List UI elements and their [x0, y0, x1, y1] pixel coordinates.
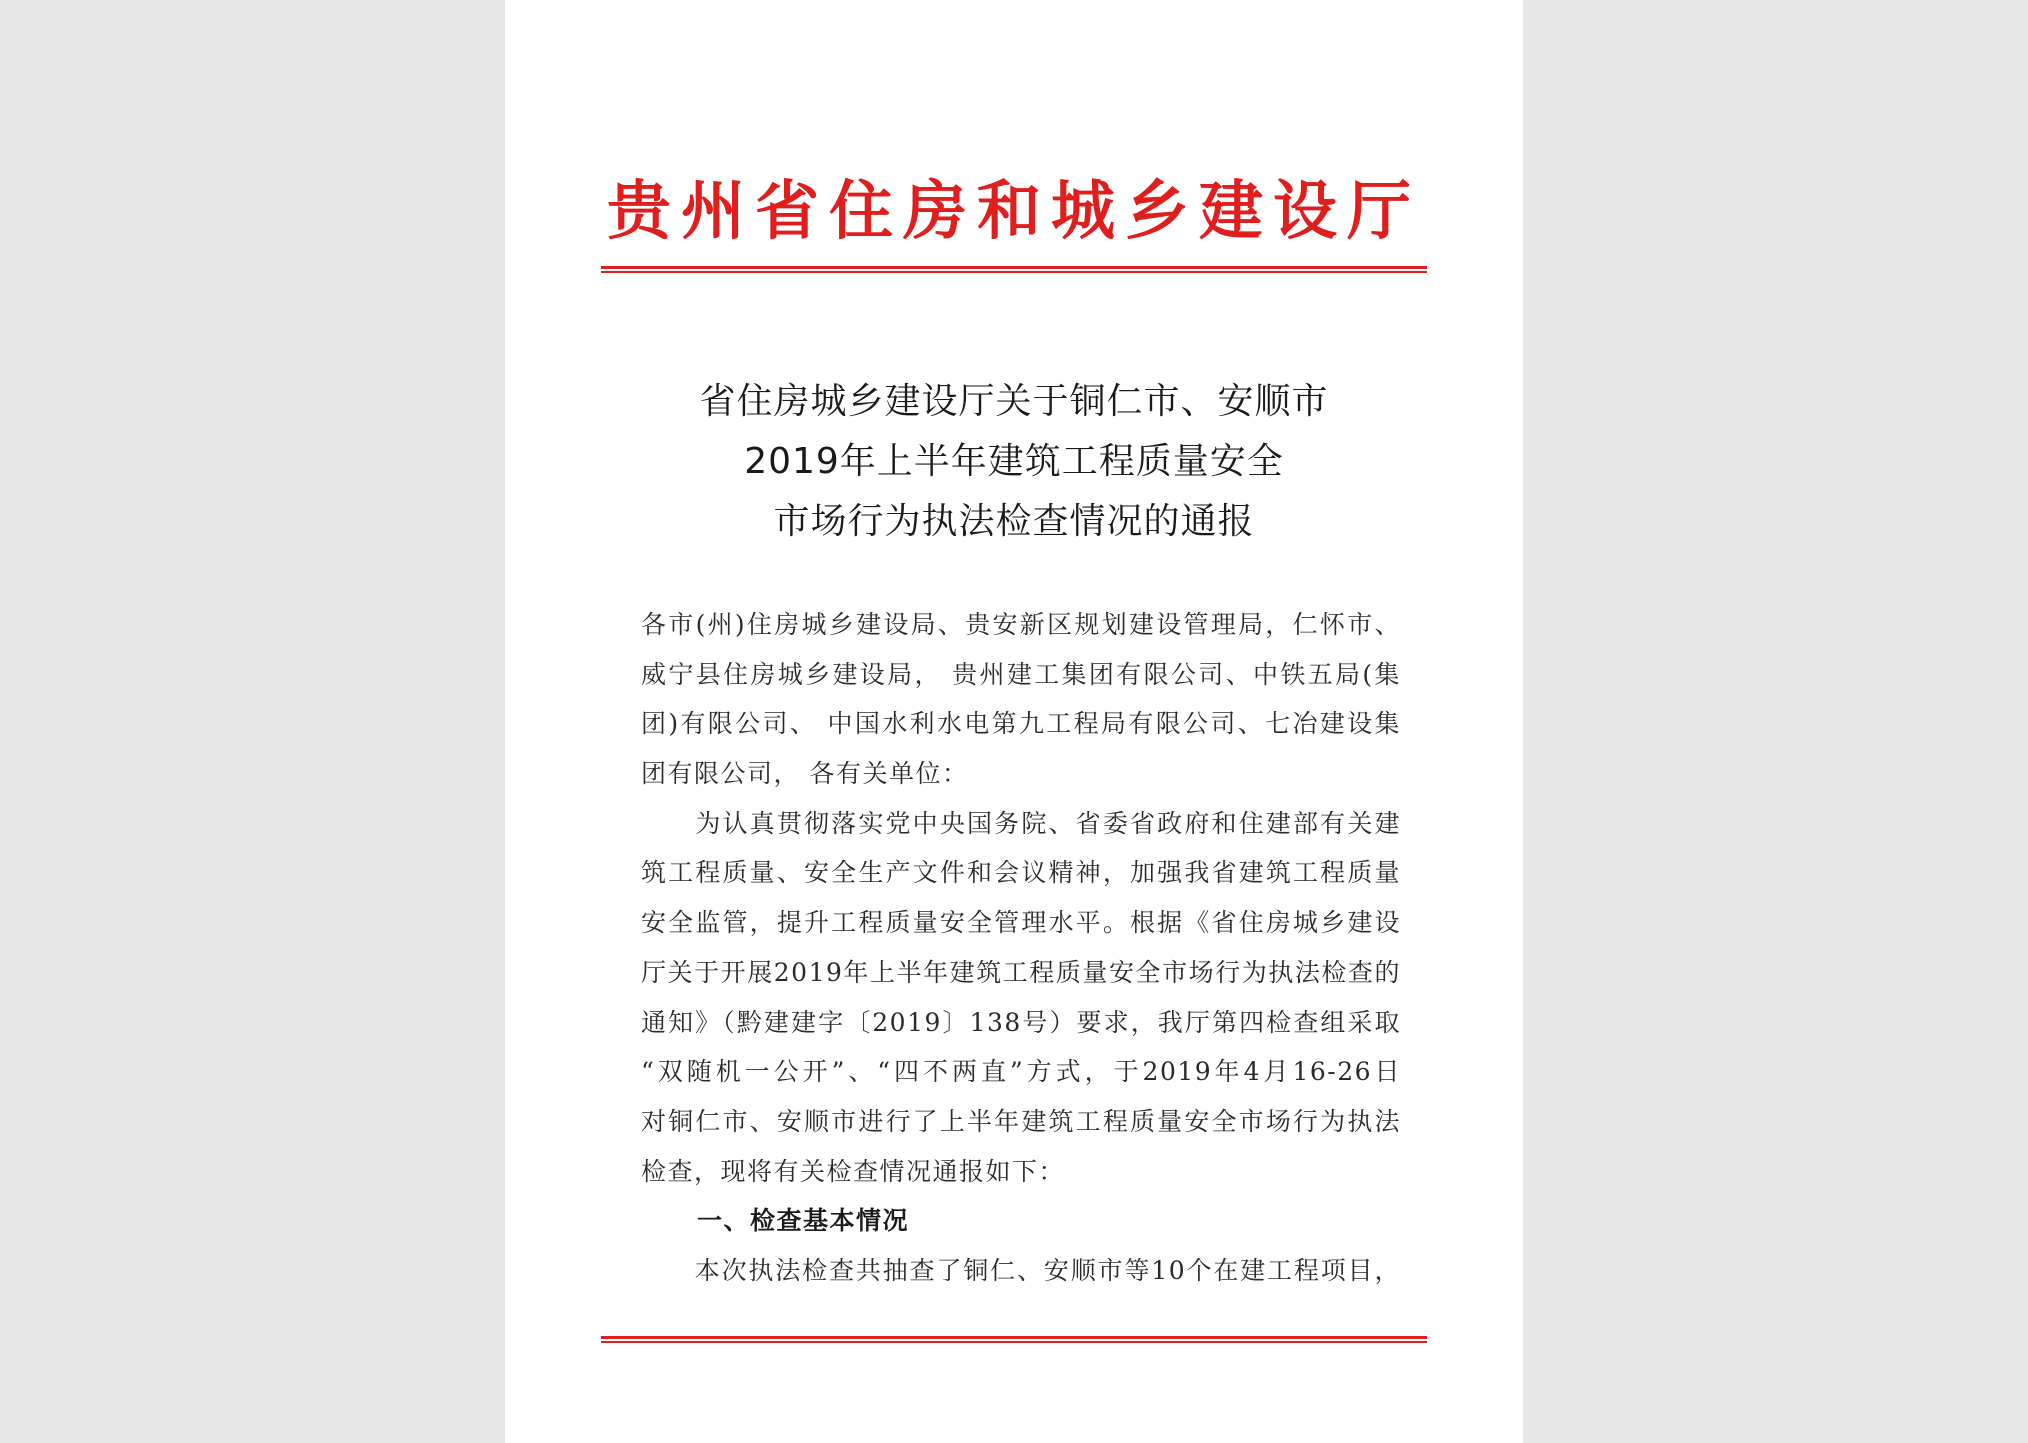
footer-red-rule: [601, 1336, 1427, 1344]
document-body: [641, 600, 1401, 1296]
letterhead-red-rule: [601, 266, 1427, 274]
letterhead-org-name: 贵州省住房和城乡建设厅: [607, 175, 1421, 249]
paragraph-line: 安全监管，提升工程质量安全管理水平。根据《省住房城乡建设: [641, 908, 1401, 938]
paragraph-line: 通知》（黔建建字〔2019〕138号）要求，我厅第四检查组采取: [641, 1007, 1401, 1037]
addressee-line: 团有限公司， 各有关单位：: [641, 759, 969, 789]
addressee-line: 团)有限公司、 中国水利水电第九工程局有限公司、七冶建设集: [641, 709, 1401, 739]
addressees: [641, 600, 1401, 799]
section-heading: 一、检查基本情况: [697, 1206, 910, 1236]
paragraph-line: 筑工程质量、安全生产文件和会议精神，加强我省建筑工程质量: [641, 858, 1401, 888]
paragraph-line: 对铜仁市、安顺市进行了上半年建筑工程质量安全市场行为执法: [641, 1106, 1401, 1136]
paragraph-intro: [641, 799, 1401, 1197]
paragraph-line: 厅关于开展2019年上半年建筑工程质量安全市场行为执法检查的: [641, 957, 1401, 987]
title-line-1: 省住房城乡建设厅关于铜仁市、安顺市: [699, 381, 1329, 422]
paragraph-line: “双随机一公开”、“四不两直”方式，于2019年4月16-26日: [641, 1057, 1401, 1087]
addressee-line: 威宁县住房城乡建设局， 贵州建工集团有限公司、中铁五局(集: [641, 659, 1401, 689]
document-title: [601, 372, 1427, 552]
title-line-2: 2019年上半年建筑工程质量安全: [744, 441, 1284, 482]
title-line-3: 市场行为执法检查情况的通报: [773, 501, 1255, 542]
paragraph-line: 检查，现将有关检查情况通报如下：: [641, 1156, 1066, 1186]
paragraph-line: 为认真贯彻落实党中央国务院、省委省政府和住建部有关建: [641, 808, 1401, 838]
document-page: [505, 0, 1523, 1443]
paragraph-line: 本次执法检查共抽查了铜仁、安顺市等10个在建工程项目，: [641, 1255, 1401, 1285]
addressee-line: 各市(州)住房城乡建设局、贵安新区规划建设管理局，仁怀市、: [641, 610, 1401, 639]
